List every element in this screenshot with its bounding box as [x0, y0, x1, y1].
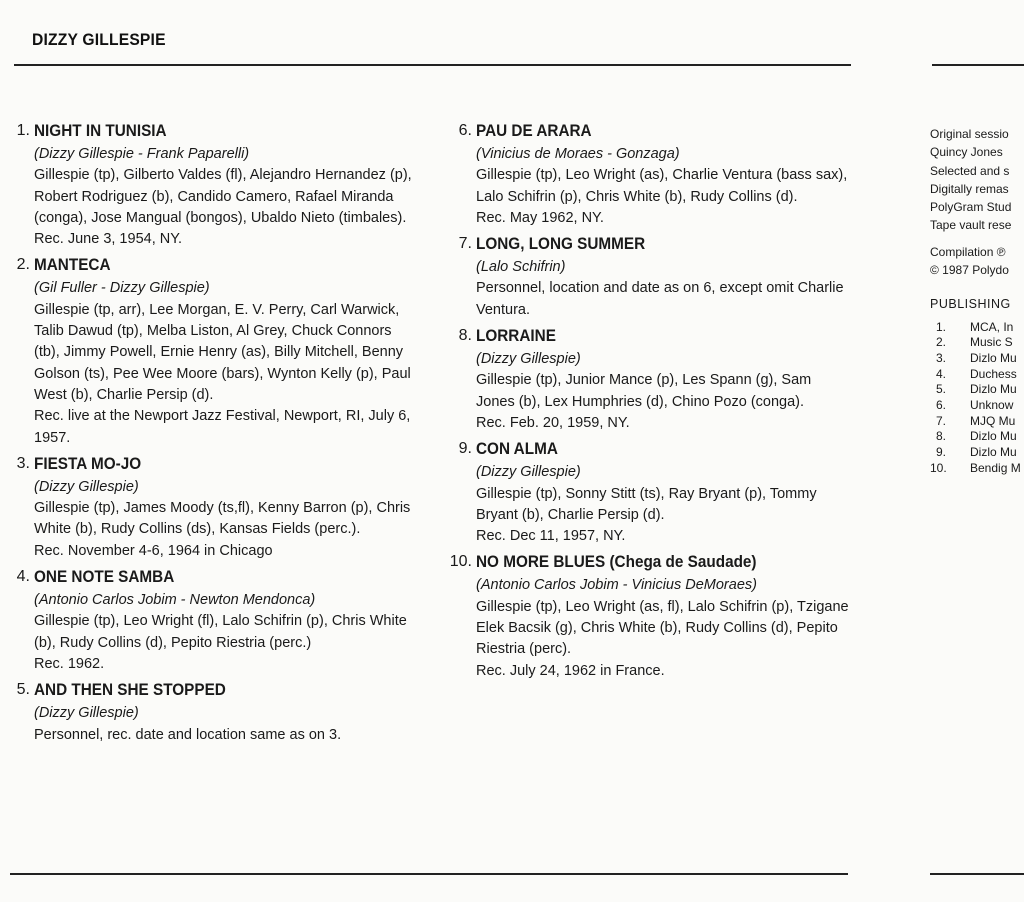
- publishing-item: [930, 319, 1014, 336]
- publishing-item: [930, 335, 1011, 351]
- track-personnel: Personnel, rec. date and location same as on 3.: [34, 726, 342, 743]
- publishing-item: [930, 382, 1017, 398]
- track-title: CON ALMA: [476, 439, 558, 459]
- track-composers: (Gil Fuller - Dizzy Gillespie): [34, 280, 210, 297]
- track-composers: (Lalo Schifrin): [476, 259, 566, 276]
- track-item: [16, 453, 419, 562]
- publishing-number: 4.: [935, 366, 946, 381]
- track-item: [16, 679, 419, 746]
- track-title: NIGHT IN TUNISIA: [34, 121, 167, 140]
- header-rule-right: [932, 64, 1024, 66]
- track-title: PAU DE ARARA: [476, 121, 592, 140]
- track-composers: (Vinicius de Moraes - Gonzaga): [476, 146, 680, 162]
- publisher-name: Music S: [970, 335, 1013, 350]
- page-title: DIZZY GILLESPIE: [32, 30, 166, 49]
- track-list-right: [449, 120, 851, 686]
- track-personnel: Gillespie (tp), Leo Wright (as), Charlie Ventura (bass sax), Lalo Schifrin (p), Chris White (b), Rudy Collins (d).: [476, 167, 848, 205]
- publishing-number: 2.: [935, 335, 946, 350]
- track-personnel: Gillespie (tp, arr), Lee Morgan, E. V. Perry, Carl Warwick, Talib Dawud (tp), Melba Liston, Al Grey, Chuck Connors (tb), Jimmy Powell, Ernie Henry (as), Billy Mitchell, Benny Golson (ts), Pee Wee Moore (bars), Wynton Kelly (p), Paul West (b), Charlie Persip (d).: [34, 301, 411, 403]
- footer-rule: [10, 873, 848, 875]
- track-item: [449, 551, 851, 681]
- credit-line: Original sessio: [930, 127, 1009, 141]
- publishing-item: [930, 413, 1016, 430]
- publisher-name: MJQ Mu: [970, 413, 1016, 428]
- track-number: 2.: [16, 256, 30, 274]
- publishing-item: [930, 429, 1017, 445]
- track-item: [16, 566, 419, 675]
- credit-line: Quincy Jones: [930, 145, 1003, 160]
- publishing-item: [930, 398, 1014, 414]
- track-personnel: Gillespie (tp), James Moody (ts,fl), Kenny Barron (p), Chris White (b), Rudy Collins (ds), Kansas Fields (perc.).: [34, 500, 411, 538]
- publisher-name: Unknow: [970, 398, 1014, 413]
- track-personnel: Gillespie (tp), Junior Mance (p), Les Spann (g), Sam Jones (b), Lex Humphries (d), Chino Pozo (conga).: [476, 372, 812, 410]
- credit-line: Digitally remas: [930, 181, 1009, 196]
- track-personnel: Gillespie (tp), Leo Wright (as, fl), Lalo Schifrin (p), Tzigane Elek Bacsik (g), Chris White (b), Rudy Collins (d), Pepito Riestria (perc).: [476, 598, 849, 658]
- publishing-number: 3.: [935, 351, 946, 366]
- track-item: [458, 325, 851, 434]
- compilation-line: Compilation ℗: [930, 244, 1006, 259]
- track-recording-info: Rec. 1962.: [34, 655, 105, 672]
- track-composers: (Antonio Carlos Jobim - Newton Mendonca): [34, 592, 316, 609]
- track-number: 6.: [458, 122, 472, 139]
- track-number: 7.: [458, 235, 472, 253]
- credit-line: Tape vault rese: [930, 218, 1012, 233]
- track-composers: (Dizzy Gillespie): [34, 705, 139, 722]
- credit-line: PolyGram Stud: [930, 200, 1012, 215]
- track-number: 8.: [458, 327, 472, 345]
- track-composers: (Antonio Carlos Jobim - Vinicius DeMoraes): [476, 577, 757, 594]
- publisher-name: Dizlo Mu: [970, 382, 1017, 397]
- track-item: [458, 233, 851, 321]
- publishing-item: [930, 445, 1017, 461]
- footer-rule-right: [930, 873, 1024, 875]
- track-recording-info: Rec. July 24, 1962 in France.: [476, 662, 665, 679]
- publisher-name: Bendig M: [970, 460, 1021, 475]
- track-composers: (Dizzy Gillespie): [476, 464, 581, 481]
- credit-spacer: [930, 235, 1011, 243]
- track-item: [458, 120, 851, 229]
- track-composers: (Dizzy Gillespie): [34, 478, 139, 495]
- publisher-name: Duchess: [970, 366, 1017, 381]
- track-composers: (Dizzy Gillespie - Frank Paparelli): [34, 146, 250, 162]
- track-number: 10.: [449, 553, 472, 571]
- track-title: MANTECA: [34, 255, 111, 275]
- track-number: 4.: [16, 568, 30, 586]
- track-recording-info: Rec. Feb. 20, 1959, NY.: [476, 414, 630, 431]
- track-number: 3.: [16, 454, 30, 472]
- publishing-item: [930, 460, 1021, 477]
- track-recording-info: Rec. November 4-6, 1964 in Chicago: [34, 542, 273, 559]
- track-personnel: Gillespie (tp), Gilberto Valdes (fl), Alejandro Hernandez (p), Robert Rodriguez (b), Candido Camero, Rafael Miranda (conga), Jose Mangual (bongos), Ubaldo Nieto (timbales).: [34, 167, 412, 226]
- publisher-name: Dizlo Mu: [970, 351, 1017, 366]
- publishing-list: [930, 319, 1021, 477]
- header-rule: [14, 64, 851, 66]
- publishing-number: 10.: [930, 460, 947, 475]
- track-number: 1.: [16, 122, 30, 139]
- track-recording-info: Rec. June 3, 1954, NY.: [34, 231, 183, 248]
- track-title: LONG, LONG SUMMER: [476, 234, 646, 254]
- track-item: [458, 438, 851, 547]
- track-title: LORRAINE: [476, 326, 556, 346]
- publishing-number: 8.: [935, 429, 946, 444]
- track-number: 5.: [16, 681, 30, 699]
- track-title: FIESTA MO-JO: [34, 453, 142, 473]
- track-number: 9.: [458, 440, 472, 458]
- track-item: [16, 120, 419, 250]
- track-title: NO MORE BLUES (Chega de Saudade): [476, 552, 757, 572]
- track-title: AND THEN SHE STOPPED: [34, 680, 226, 700]
- track-personnel: Gillespie (tp), Leo Wright (fl), Lalo Schifrin (p), Chris White (b), Rudy Collins (d), Pepito Riestria (perc.): [34, 613, 407, 651]
- track-composers: (Dizzy Gillespie): [476, 351, 581, 368]
- publishing-number: 9.: [935, 445, 946, 460]
- copyright-line: © 1987 Polydo: [930, 263, 1009, 278]
- track-recording-info: Rec. live at the Newport Jazz Festival, Newport, RI, July 6, 1957.: [34, 408, 411, 446]
- track-item: [16, 254, 419, 448]
- track-personnel: Personnel, location and date as on 6, except omit Charlie Ventura.: [476, 280, 844, 318]
- credits-panel: [930, 125, 1021, 477]
- publisher-name: Dizlo Mu: [970, 445, 1017, 460]
- publishing-heading: PUBLISHING: [930, 297, 1011, 312]
- credit-line: Selected and s: [930, 163, 1010, 178]
- track-list-left: [16, 120, 419, 750]
- publishing-number: 5.: [935, 382, 946, 397]
- publishing-number: 7.: [935, 413, 946, 428]
- track-recording-info: Rec. May 1962, NY.: [476, 209, 604, 226]
- publisher-name: MCA, In: [970, 319, 1014, 334]
- track-personnel: Gillespie (tp), Sonny Stitt (ts), Ray Bryant (p), Tommy Bryant (b), Charlie Persip (d).: [476, 485, 817, 523]
- publishing-number: 1.: [935, 319, 946, 334]
- publishing-item: [930, 351, 1017, 367]
- publishing-item: [930, 366, 1017, 383]
- track-title: ONE NOTE SAMBA: [34, 567, 175, 587]
- publisher-name: Dizlo Mu: [970, 429, 1017, 444]
- track-recording-info: Rec. Dec 11, 1957, NY.: [476, 528, 626, 545]
- publishing-number: 6.: [935, 398, 946, 413]
